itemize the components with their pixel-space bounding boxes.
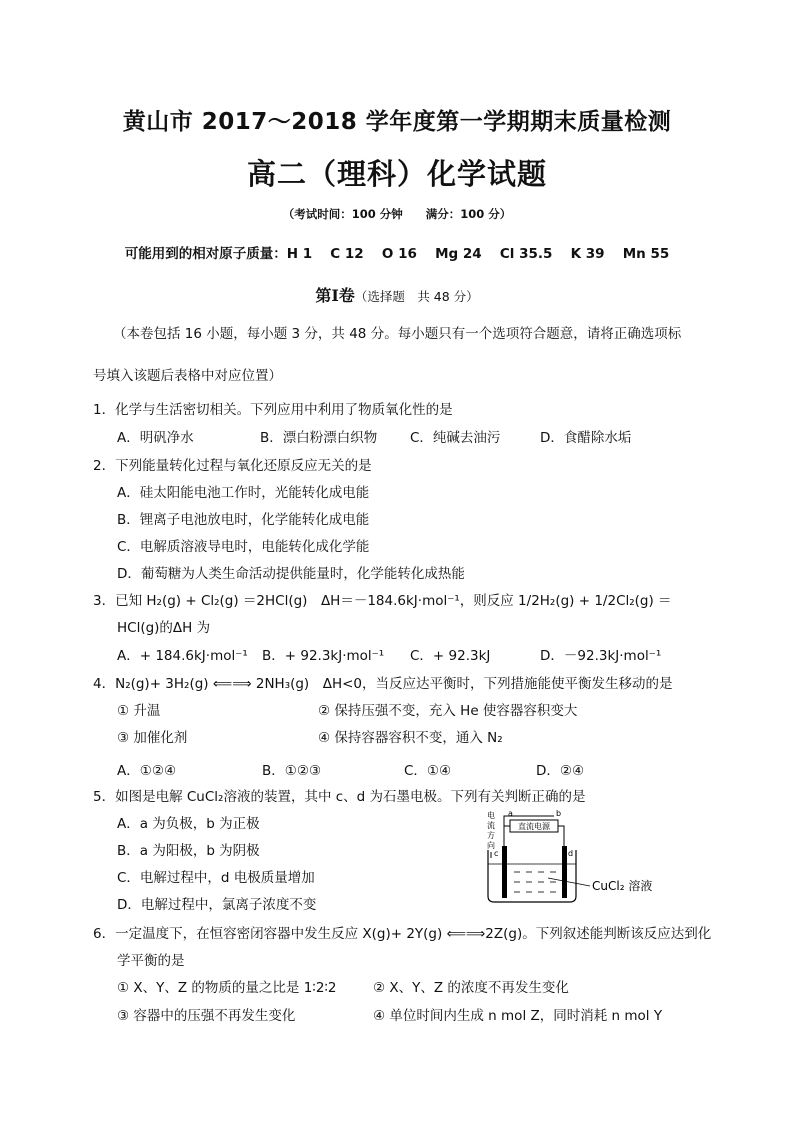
q1-option-a: A．明矾净水	[117, 430, 194, 446]
q5-option-c: C．电解过程中，d 电极质量增加	[117, 870, 315, 886]
instructions-line-1: （本卷包括 16 小题，每小题 3 分，共 48 分。每小题只有一个选项符合题意，请将正确选项标	[113, 326, 682, 342]
q2-stem: 2．下列能量转化过程与氧化还原反应无关的是	[93, 458, 372, 474]
current-label-1: 电	[487, 811, 495, 820]
current-label-3: 方	[487, 831, 495, 840]
solution-label: CuCl₂ 溶液	[592, 879, 653, 893]
q4-stem: 4．N₂(g)+ 3H₂(g) ⟸⟹ 2NH₃(g) ΔH<0，当反应达平衡时，下列措施能使平衡发生移动的是	[93, 676, 673, 692]
q4-item-2: ② 保持压强不变，充入 He 使容器容积变大	[318, 703, 578, 719]
q5-option-a: A．a 为负极，b 为正极	[117, 816, 260, 832]
q4-item-1: ① 升温	[117, 703, 161, 719]
solution-dashes	[514, 872, 556, 892]
q5-stem: 5．如图是电解 CuCl₂溶液的装置，其中 c、d 为石墨电极。下列有关判断正确的是	[93, 789, 586, 805]
power-supply-label: 直流电源	[518, 822, 550, 831]
q5-option-d: D．电解过程中，氯离子浓度不变	[117, 897, 317, 913]
terminal-a-label: a	[508, 809, 513, 818]
atomic-masses: 可能用到的相对原子质量：H 1 C 12 O 16 Mg 24 Cl 35.5 K 39 Mn 55	[124, 246, 670, 262]
wire-right	[558, 826, 564, 846]
electrode-c-label: c	[494, 849, 499, 858]
current-label-4: 向	[487, 841, 495, 850]
q6-stem-1: 6．一定温度下，在恒容密闭容器中发生反应 X(g)+ 2Y(g) ⟸⟹2Z(g)。下列叙述能判断该反应达到化	[93, 926, 712, 942]
q4-option-c: C．①④	[404, 763, 452, 779]
q1-option-b: B．漂白粉漂白织物	[260, 430, 378, 446]
electrode-c	[502, 846, 507, 898]
electrode-d-label: d	[568, 849, 574, 858]
exam-time: （考试时间：100 分钟 满分：100 分）	[282, 207, 512, 221]
q4-option-b: B．①②③	[262, 763, 322, 779]
q6-item-4: ④ 单位时间内生成 n mol Z，同时消耗 n mol Y	[373, 1008, 663, 1024]
q2-option-a: A．硅太阳能电池工作时，光能转化成电能	[117, 485, 370, 501]
exam-title: 黄山市 2017～2018 学年度第一学期期末质量检测	[122, 109, 672, 135]
section-title: 第Ⅰ卷	[315, 286, 355, 305]
q2-option-c: C．电解质溶液导电时，电能转化成化学能	[117, 539, 370, 555]
q4-item-4: ④ 保持容器容积不变，通入 N₂	[318, 730, 503, 746]
q3-option-d: D．－92.3kJ·mol⁻¹	[540, 648, 662, 664]
instructions-line-2: 号填入该题后表格中对应位置）	[93, 368, 282, 384]
q4-option-d: D．②④	[536, 763, 585, 779]
electrolysis-diagram-svg	[478, 806, 668, 906]
q1-stem: 1．化学与生活密切相关。下列应用中利用了物质氧化性的是	[93, 402, 453, 418]
q6-stem-2: 学平衡的是	[117, 953, 185, 969]
q6-item-2: ② X、Y、Z 的浓度不再发生变化	[373, 980, 569, 996]
exam-subtitle: 高二（理科）化学试题	[246, 157, 547, 191]
q1-option-c: C．纯碱去油污	[410, 430, 501, 446]
q2-option-d: D．葡萄糖为人类生命活动提供能量时，化学能转化成热能	[117, 566, 465, 582]
q4-item-3: ③ 加催化剂	[117, 730, 188, 746]
q3-option-b: B．+ 92.3kJ·mol⁻¹	[262, 648, 385, 664]
q3-option-c: C．+ 92.3kJ	[410, 648, 491, 664]
q1-option-d: D．食醋除水垢	[540, 430, 632, 446]
q4-option-a: A．①②④	[117, 763, 177, 779]
q6-item-3: ③ 容器中的压强不再发生变化	[117, 1008, 296, 1024]
terminal-b-label: b	[556, 809, 562, 818]
q3-stem-1: 3．已知 H₂(g) + Cl₂(g) ＝2HCl(g) ΔH＝－184.6kJ·mol⁻¹，则反应 1/2H₂(g) + 1/2Cl₂(g) ＝	[93, 593, 672, 609]
section-heading	[0, 283, 794, 306]
q3-stem-2: HCl(g)的ΔH 为	[117, 620, 211, 636]
q2-option-b: B．锂离子电池放电时，化学能转化成电能	[117, 512, 370, 528]
electrolysis-diagram	[478, 806, 668, 906]
current-label-2: 流	[487, 821, 495, 830]
electrode-d	[562, 846, 567, 898]
q5-option-b: B．a 为阳极，b 为阴极	[117, 843, 260, 859]
q6-item-1: ① X、Y、Z 的物质的量之比是 1∶2∶2	[117, 980, 337, 996]
section-subtitle: （选择题 共 48 分）	[354, 289, 479, 304]
q3-option-a: A．+ 184.6kJ·mol⁻¹	[117, 648, 248, 664]
